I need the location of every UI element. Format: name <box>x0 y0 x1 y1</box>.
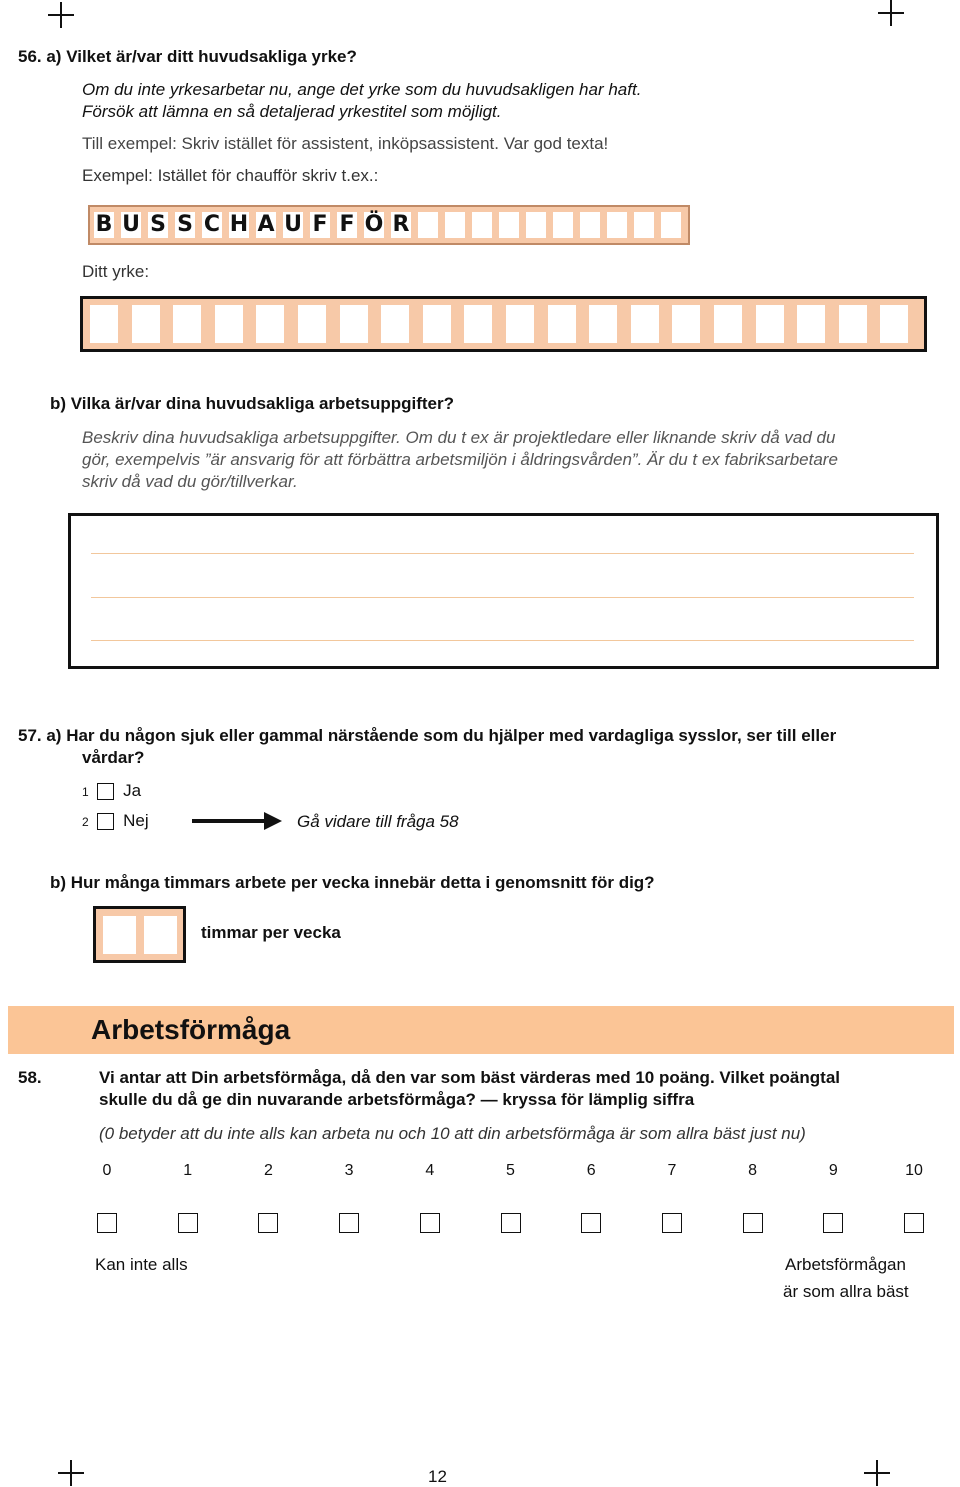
scale-checkbox[interactable] <box>581 1213 601 1233</box>
hours-input-boxes[interactable] <box>93 906 186 963</box>
letter-box[interactable] <box>90 305 118 343</box>
letter-box[interactable] <box>631 305 659 343</box>
letter-box[interactable] <box>215 305 243 343</box>
example-letter-cell: S <box>148 212 168 238</box>
scale-value-label: 2 <box>263 1162 273 1179</box>
q56-instruction-1: Om du inte yrkesarbetar nu, ange det yrke som du huvudsakligen har haft. <box>82 80 642 99</box>
example-letter-cell <box>526 212 546 238</box>
job-title-input-boxes[interactable] <box>80 296 927 352</box>
scale-checkbox[interactable] <box>178 1213 198 1233</box>
digit-box[interactable] <box>144 916 177 954</box>
q58-note: (0 betyder att du inte alls kan arbeta nu och 10 att din arbetsförmåga är som allra bäst just nu) <box>99 1124 806 1143</box>
letter-box[interactable] <box>256 305 284 343</box>
scale-value-label: 0 <box>102 1162 112 1179</box>
arrow-right-icon <box>192 810 284 832</box>
example-letter-cell <box>499 212 519 238</box>
example-letter-cell <box>553 212 573 238</box>
scale-value-label: 1 <box>183 1162 193 1179</box>
scale-checkbox[interactable] <box>904 1213 924 1233</box>
letter-box[interactable] <box>423 305 451 343</box>
option-number: 2 <box>82 815 89 829</box>
example-letter-cell: B <box>95 212 113 237</box>
option-ja <box>82 781 141 801</box>
example-letter-cell <box>472 212 492 238</box>
scale-value-label: 6 <box>586 1162 596 1179</box>
letter-box[interactable] <box>839 305 867 343</box>
scale-high-label-line1: Arbetsförmågan <box>785 1255 906 1274</box>
scale-checkbox[interactable] <box>420 1213 440 1233</box>
example-label: Exempel: Istället för chaufför skriv t.ex.: <box>82 166 379 185</box>
letter-box[interactable] <box>381 305 409 343</box>
scale-checkbox[interactable] <box>823 1213 843 1233</box>
registration-mark-top-right <box>878 0 904 26</box>
example-letter-cell <box>661 212 681 238</box>
q57-heading-line1: 57. a) Har du någon sjuk eller gammal närstående som du hjälper med vardagliga sysslor, ser till eller <box>18 726 837 745</box>
scale-value-label: 5 <box>506 1162 515 1179</box>
example-letter-cell <box>607 212 627 238</box>
example-letter-cell: U <box>122 212 140 237</box>
example-letter-cell: R <box>392 212 410 237</box>
scale-checkbox[interactable] <box>339 1213 359 1233</box>
example-letter-cell: C <box>203 212 221 237</box>
example-letter-cell <box>445 212 465 238</box>
scale-value-label: 8 <box>748 1162 758 1179</box>
example-answer-box <box>88 205 690 245</box>
letter-box[interactable] <box>132 305 160 343</box>
checkbox-ja[interactable] <box>97 783 114 800</box>
letter-box[interactable] <box>340 305 368 343</box>
q58-number: 58. <box>18 1068 42 1087</box>
letter-box[interactable] <box>173 305 201 343</box>
section-title: Arbetsförmåga <box>91 1014 291 1045</box>
q56b-instruction-2: gör, exempelvis ”är ansvarig för att förbättra arbetsmiljön i åldringsvården”. Är du t ex fabriksarbetare <box>82 450 838 469</box>
q56-instruction-2: Försök att lämna en så detaljerad yrkestitel som möjligt. <box>82 102 502 121</box>
letter-box[interactable] <box>548 305 576 343</box>
q58-text-line2: skulle du då ge din nuvarande arbetsförmåga? — kryssa för lämplig siffra <box>99 1090 695 1109</box>
scale-checkbox[interactable] <box>501 1213 521 1233</box>
letter-box[interactable] <box>880 305 908 343</box>
answer-line <box>91 553 914 554</box>
option-label: Nej <box>123 811 149 830</box>
q56-instruction-3: Till exempel: Skriv istället för assistent, inköpsassistent. Var god texta! <box>82 134 609 153</box>
q56-heading: 56. a) Vilket är/var ditt huvudsakliga yrke? <box>18 47 357 66</box>
example-letter-cell <box>634 212 654 238</box>
letter-box[interactable] <box>714 305 742 343</box>
q57-heading-line2: vårdar? <box>82 748 145 767</box>
example-letter-cell: H <box>229 212 249 237</box>
letter-box[interactable] <box>672 305 700 343</box>
letter-box[interactable] <box>298 305 326 343</box>
scale-value-label: 4 <box>425 1162 435 1179</box>
skip-instruction: Gå vidare till fråga 58 <box>297 812 459 831</box>
page-number: 12 <box>428 1467 447 1486</box>
section-banner <box>8 1006 954 1054</box>
digit-box[interactable] <box>103 916 136 954</box>
checkbox-nej[interactable] <box>97 813 114 830</box>
q58-text-line1: Vi antar att Din arbetsförmåga, då den var som bäst värderas med 10 poäng. Vilket poängtal <box>99 1068 840 1087</box>
option-number: 1 <box>82 785 89 799</box>
letter-box[interactable] <box>589 305 617 343</box>
example-letter-cell: Ö <box>364 212 384 237</box>
letter-box[interactable] <box>464 305 492 343</box>
example-letter-cell: F <box>337 212 357 238</box>
scale-checkbox[interactable] <box>258 1213 278 1233</box>
answer-line <box>91 640 914 641</box>
option-nej <box>82 811 149 831</box>
q56b-instruction-3: skriv då vad du gör/tillverkar. <box>82 472 298 491</box>
scale-checkbox[interactable] <box>97 1213 117 1233</box>
example-letter-cell: F <box>310 212 330 238</box>
scale-value-label: 10 <box>905 1162 923 1179</box>
example-letter-cell: U <box>284 212 302 237</box>
example-letter-cell: A <box>257 212 275 237</box>
letter-box[interactable] <box>506 305 534 343</box>
example-letter-cell <box>580 212 600 238</box>
q56b-instruction-1: Beskriv dina huvudsakliga arbetsuppgifter. Om du t ex är projektledare eller liknande skriv då vad du <box>82 428 836 447</box>
scale-value-label: 9 <box>828 1162 838 1179</box>
letter-box[interactable] <box>797 305 825 343</box>
q56b-heading: b) Vilka är/var dina huvudsakliga arbetsuppgifter? <box>50 394 455 413</box>
tasks-answer-box[interactable] <box>68 513 939 669</box>
answer-line <box>91 597 914 598</box>
scale-value-label: 7 <box>667 1162 677 1179</box>
q57b-heading: b) Hur många timmars arbete per vecka innebär detta i genomsnitt för dig? <box>50 873 655 892</box>
scale-checkbox[interactable] <box>662 1213 682 1233</box>
example-letter-cell: S <box>175 212 195 238</box>
letter-box[interactable] <box>756 305 784 343</box>
registration-mark-bottom-right <box>864 1460 890 1486</box>
scale-low-label: Kan inte alls <box>95 1255 188 1274</box>
scale-checkbox[interactable] <box>743 1213 763 1233</box>
registration-mark-top-left <box>48 2 74 28</box>
hours-label: timmar per vecka <box>201 923 341 942</box>
example-letter-cell <box>418 212 438 238</box>
scale-value-label: 3 <box>344 1162 354 1179</box>
scale-high-label-line2: är som allra bäst <box>783 1282 909 1301</box>
registration-mark-bottom-left <box>58 1460 84 1486</box>
option-label: Ja <box>123 781 142 800</box>
your-job-label: Ditt yrke: <box>82 262 150 281</box>
